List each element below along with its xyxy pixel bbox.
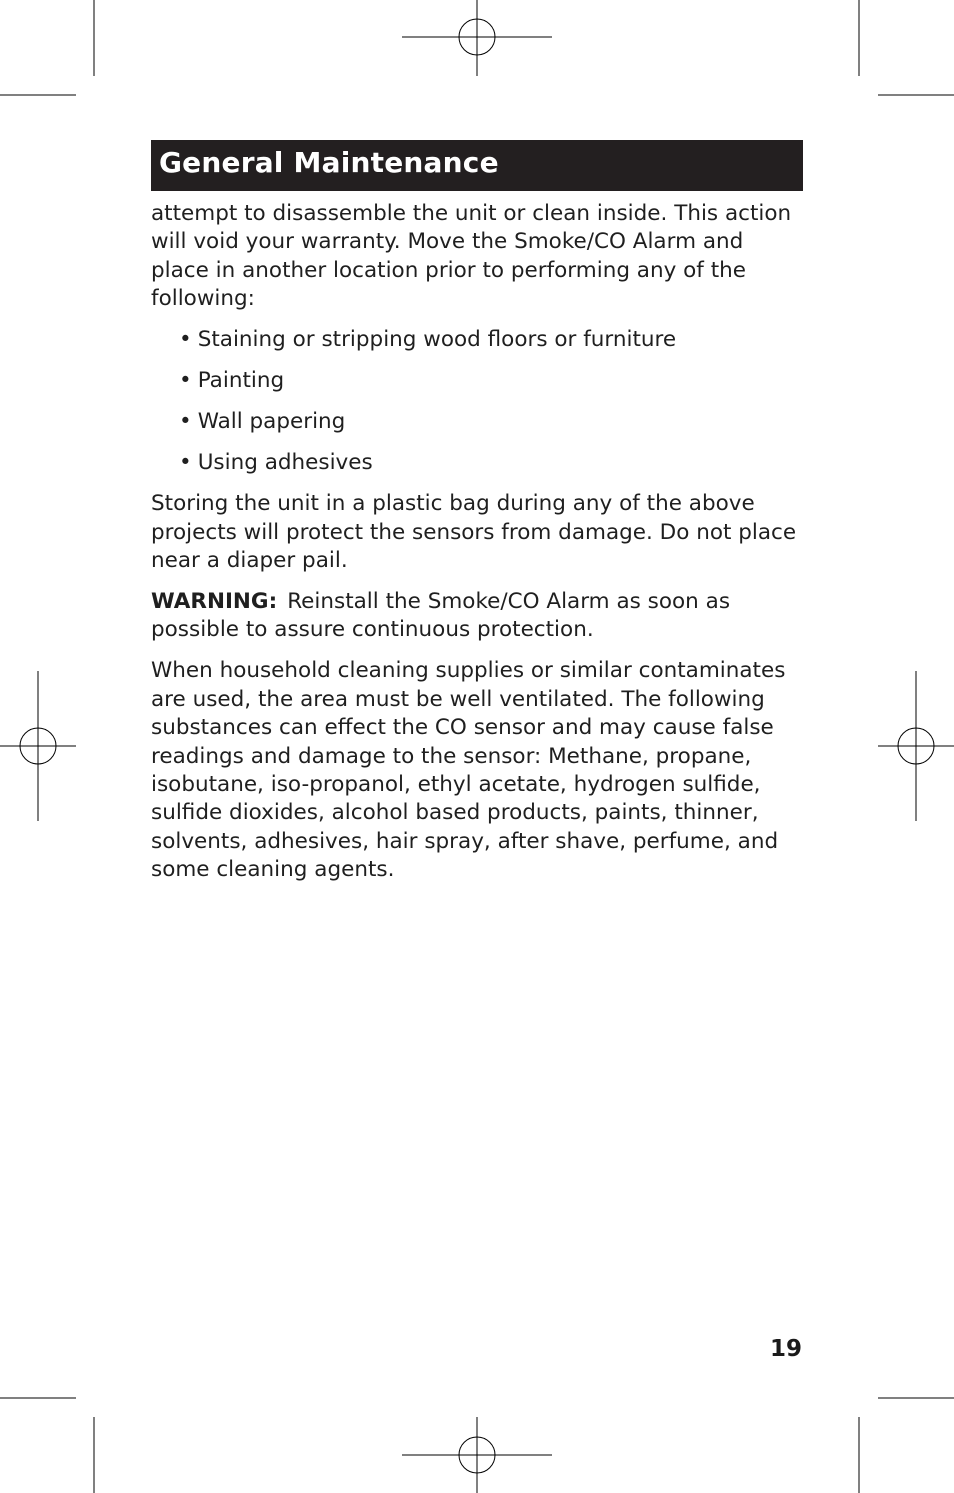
warning-text: Reinstall the Smoke/CO Alarm as soon as possible to assure continuous protection.	[151, 589, 731, 643]
page-number: 19	[769, 1336, 802, 1362]
registration-mark-right	[878, 671, 954, 821]
list-item-text: Staining or stripping wood floors or furniture	[197, 327, 677, 353]
list-item	[179, 326, 803, 354]
activity-list	[151, 326, 803, 477]
registration-mark-left	[0, 671, 76, 821]
storing-paragraph: Storing the unit in a plastic bag during any of the above projects will protect the sensors from damage. Do not place near a diaper pail.	[151, 491, 797, 574]
intro-paragraph: attempt to disassemble the unit or clean inside. This action will void your warranty. Move the Smoke/CO Alarm and place in another location prior to performing any of the following:	[151, 201, 792, 312]
bullet-glyph: •	[179, 450, 192, 476]
list-item-text: Using adhesives	[197, 450, 373, 476]
registration-mark-top	[402, 0, 552, 76]
bullet-glyph: •	[179, 409, 192, 435]
bullet-glyph: •	[179, 368, 192, 394]
registration-mark-bottom	[402, 1417, 552, 1493]
cleaning-paragraph: When household cleaning supplies or similar contaminates are used, the area must be well ventilated. The following substances can effect the CO sensor and may cause false readings and damage to the sensor: Methane, propane, isobutane, iso-propanol, ethyl acetate, hydrogen sulfide, sulfide dioxides, alcohol based products, paints, thinner, solvents, adhesives, hair spray, after shave, perfume, and some cleaning agents.	[151, 658, 786, 883]
list-item	[179, 367, 803, 395]
warning-label: WARNING:	[151, 589, 278, 615]
list-item	[179, 408, 803, 436]
list-item-text: Painting	[197, 368, 285, 394]
list-item	[179, 449, 803, 477]
section-header-bar	[151, 140, 803, 191]
warning-paragraph	[151, 588, 803, 645]
list-item-text: Wall papering	[197, 409, 346, 435]
bullet-glyph: •	[179, 327, 192, 353]
page-body	[151, 200, 803, 897]
section-title: General Maintenance	[159, 146, 499, 179]
